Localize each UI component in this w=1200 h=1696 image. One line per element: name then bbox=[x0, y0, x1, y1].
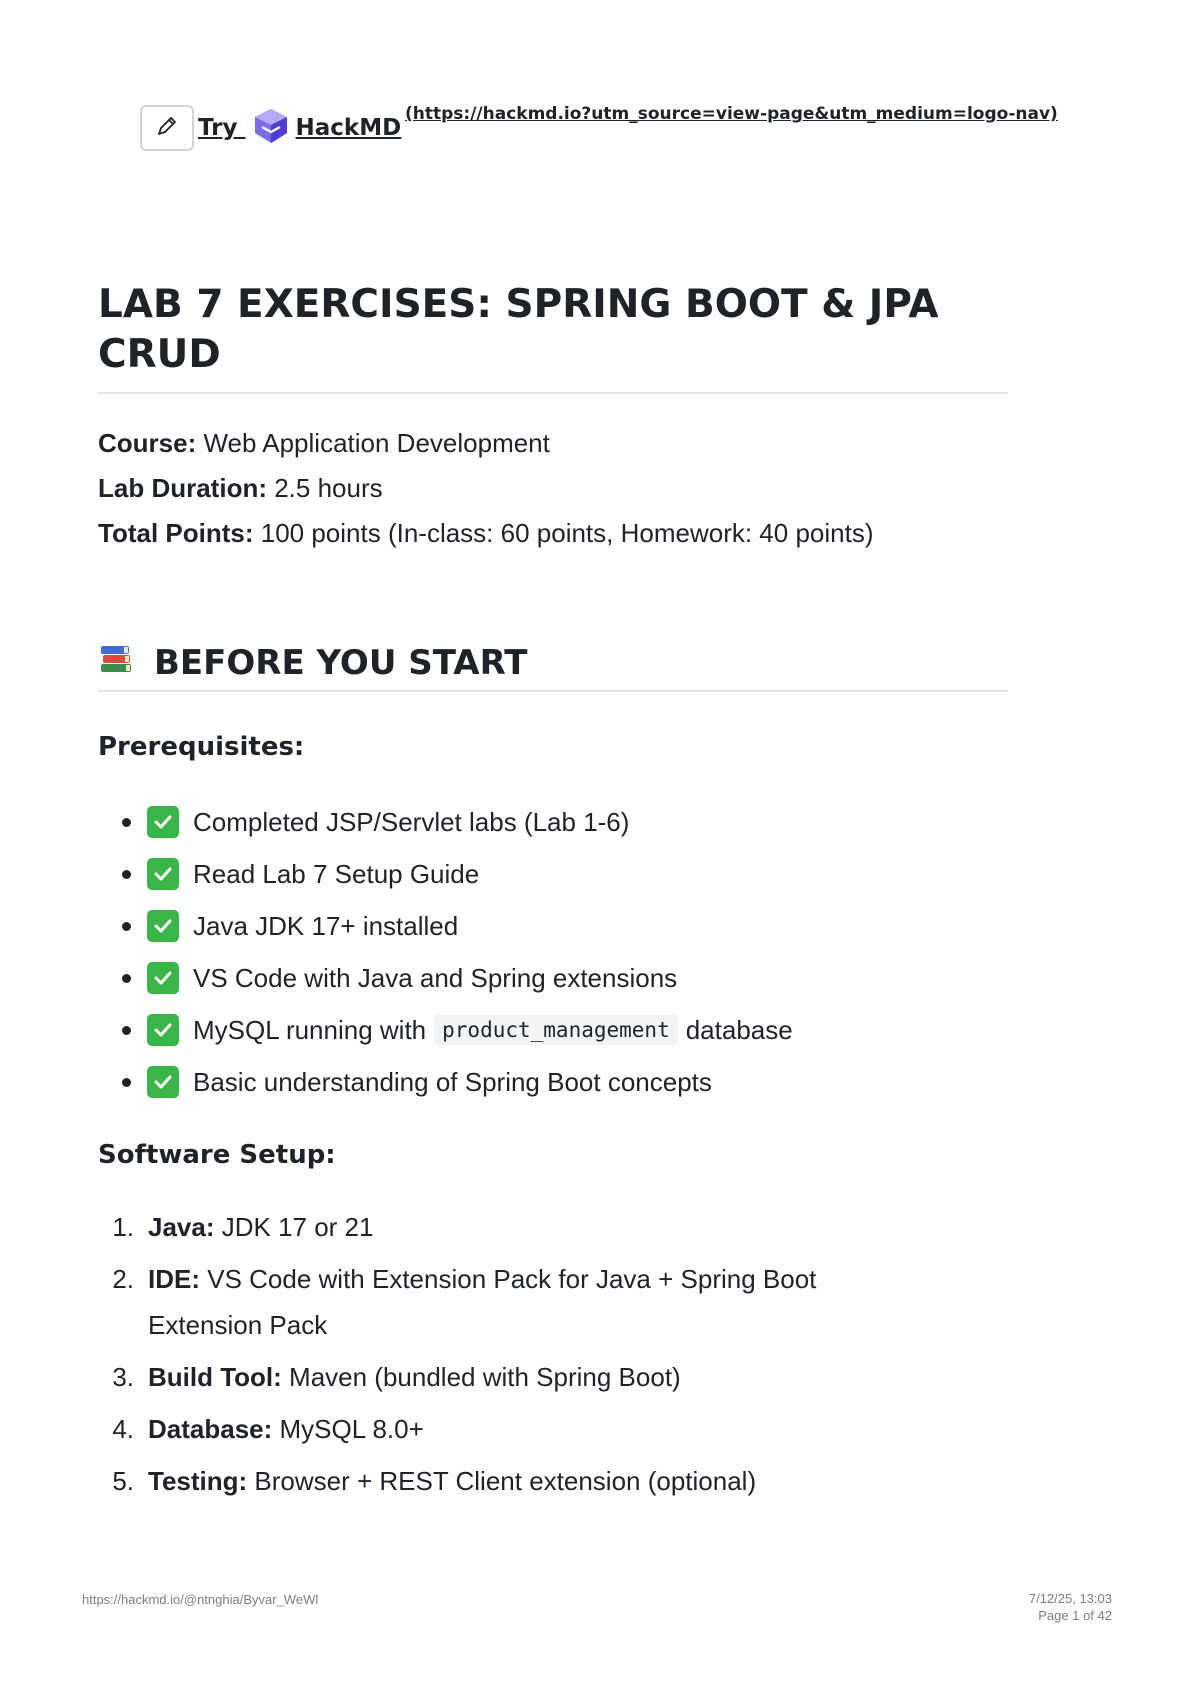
item-value: Maven (bundled with Spring Boot) bbox=[281, 1362, 681, 1392]
meta-label: Total Points: bbox=[98, 518, 254, 548]
list-item bbox=[98, 1004, 793, 1056]
prerequisites-list bbox=[98, 796, 793, 1108]
inline-code: product_management bbox=[434, 1015, 678, 1045]
bullet-icon bbox=[122, 818, 131, 827]
prerequisites-heading: Prerequisites: bbox=[98, 732, 305, 762]
hackmd-url-link[interactable]: (https://hackmd.io?utm_source=view-page&utm_medium=logo-nav) bbox=[405, 104, 1058, 124]
list-item bbox=[98, 1354, 928, 1400]
list-item bbox=[98, 952, 793, 1004]
list-item bbox=[98, 1256, 928, 1348]
list-item bbox=[98, 1458, 928, 1504]
item-label: Testing: bbox=[148, 1466, 248, 1496]
meta-points bbox=[98, 518, 873, 549]
list-item-text-after: database bbox=[685, 1014, 793, 1045]
check-icon bbox=[147, 858, 179, 890]
page-title: LAB 7 EXERCISES: SPRING BOOT & JPA CRUD bbox=[98, 282, 939, 377]
list-number: 4. bbox=[112, 1414, 134, 1444]
list-item-text bbox=[148, 1458, 928, 1504]
meta-label: Course: bbox=[98, 428, 197, 458]
list-item-text bbox=[148, 1204, 928, 1250]
list-number: 2. bbox=[112, 1264, 134, 1294]
software-heading: Software Setup: bbox=[98, 1140, 336, 1170]
hackmd-link[interactable]: HackMD bbox=[295, 115, 402, 141]
title-divider bbox=[98, 392, 1008, 394]
footer-url: https://hackmd.io/@ntnghia/Byvar_WeWl bbox=[82, 1592, 319, 1607]
footer-page-number: Page 1 of 42 bbox=[1038, 1608, 1112, 1623]
meta-label: Lab Duration: bbox=[98, 473, 267, 503]
list-item bbox=[98, 900, 793, 952]
item-label: IDE: bbox=[148, 1264, 200, 1294]
bullet-icon bbox=[122, 1078, 131, 1087]
check-icon bbox=[147, 1014, 179, 1046]
item-value: VS Code with Extension Pack for Java + Spring Boot Extension Pack bbox=[148, 1264, 817, 1340]
check-icon bbox=[147, 806, 179, 838]
list-item-text: Read Lab 7 Setup Guide bbox=[193, 858, 480, 889]
item-label: Build Tool: bbox=[148, 1362, 282, 1392]
meta-value: Web Application Development bbox=[196, 428, 550, 458]
section-divider bbox=[98, 690, 1008, 692]
footer-meta bbox=[1029, 1590, 1112, 1624]
books-icon bbox=[98, 640, 134, 685]
bullet-icon bbox=[122, 974, 131, 983]
list-item bbox=[98, 1056, 793, 1108]
list-item-text: VS Code with Java and Spring extensions bbox=[193, 962, 678, 993]
list-item-text bbox=[148, 1406, 928, 1452]
meta-course bbox=[98, 428, 550, 459]
list-item-text bbox=[148, 1256, 928, 1348]
item-label: Database: bbox=[148, 1414, 273, 1444]
meta-value: 100 points (In-class: 60 points, Homework: 40 points) bbox=[253, 518, 874, 548]
list-item bbox=[98, 1406, 928, 1452]
check-icon bbox=[147, 962, 179, 994]
top-nav bbox=[140, 104, 401, 152]
item-value: JDK 17 or 21 bbox=[214, 1212, 374, 1242]
meta-duration bbox=[98, 473, 383, 504]
list-item bbox=[98, 848, 793, 900]
bullet-icon bbox=[122, 1026, 131, 1035]
list-number: 3. bbox=[112, 1362, 134, 1392]
edit-button[interactable] bbox=[140, 105, 194, 151]
section-title: BEFORE YOU START bbox=[154, 642, 528, 683]
list-number: 1. bbox=[112, 1212, 134, 1242]
footer-datetime: 7/12/25, 13:03 bbox=[1028, 1591, 1112, 1606]
software-list bbox=[98, 1204, 928, 1510]
list-item-text: MySQL running with bbox=[193, 1014, 427, 1045]
try-link[interactable]: Try bbox=[198, 115, 246, 141]
meta-value: 2.5 hours bbox=[267, 473, 383, 503]
item-value: Browser + REST Client extension (optional) bbox=[247, 1466, 757, 1496]
section-heading bbox=[98, 640, 527, 685]
pencil-icon bbox=[155, 114, 179, 143]
list-item-text bbox=[148, 1354, 928, 1400]
item-label: Java: bbox=[148, 1212, 215, 1242]
list-item bbox=[98, 1204, 928, 1250]
check-icon bbox=[147, 910, 179, 942]
list-item-text: Basic understanding of Spring Boot concepts bbox=[193, 1066, 712, 1097]
list-item-text: Java JDK 17+ installed bbox=[193, 910, 459, 941]
bullet-icon bbox=[122, 922, 131, 931]
list-item bbox=[98, 796, 793, 848]
item-value: MySQL 8.0+ bbox=[272, 1414, 424, 1444]
list-number: 5. bbox=[112, 1466, 134, 1496]
bullet-icon bbox=[122, 870, 131, 879]
check-icon bbox=[147, 1066, 179, 1098]
list-item-text: Completed JSP/Servlet labs (Lab 1-6) bbox=[193, 806, 630, 837]
hackmd-logo-icon bbox=[250, 105, 292, 152]
